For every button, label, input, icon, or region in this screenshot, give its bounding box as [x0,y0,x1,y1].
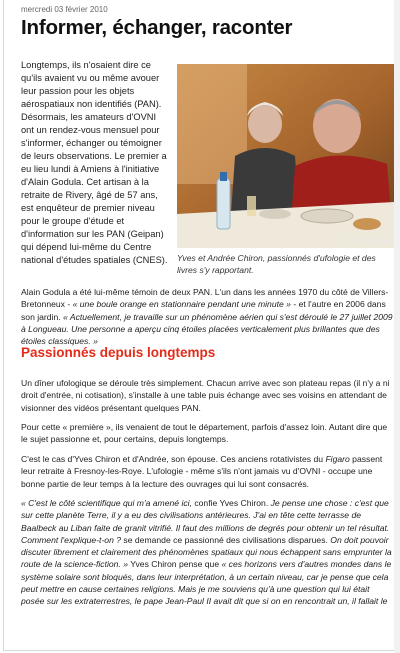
paragraph-1-quote-2: « Actuellement, je travaille sur un phénomène aérien qui s'est déroulé le 27 juillet 2009 à Longueau. Une personne a aperçu cinq étoiles placées verticalement plus brillantes que des étoiles classiques. » [21,311,393,347]
article-page [3,0,398,651]
paragraph-5-text-a: confie Yves Chiron. [191,498,271,508]
article-headline: Informer, échanger, raconter [21,16,293,39]
article-photo [177,64,394,248]
section-subhead: Passionnés depuis longtemps [21,345,216,360]
newspaper-name: Figaro [325,454,350,464]
paragraph-4-text-a: C'est le cas d'Yves Chiron et d'Andrée, son épouse. Ces anciens rotativistes du [21,454,326,464]
article-date: mercredi 03 février 2010 [21,5,108,14]
paragraph-3: Pour cette « première », ils venaient de tout le département, parfois d'assez loin. Autant dire que le sujet passionne et, pour certains, depuis longtemps. [21,422,388,445]
paragraph-5-text-b: se demande ce passionné des civilisations disparues. [121,534,331,545]
paragraph-1-quote-1: « une boule orange en stationnaire pendant une minute » [72,299,291,310]
photo-caption: Yves et Andrée Chiron, passionnés d'ufologie et des livres s'y rapportant. [177,253,376,275]
paragraph-5-quote-3: On doit pouvoir discuter librement et clairement des phénomènes spatiaux qui nous échappent sans emprunter la route de la science-fiction. » [21,534,392,570]
paragraph-5-quote-1: « C'est le côté scientifique qui m'a amené ici, [21,498,192,508]
paragraph-1-text-a: Alain Godula a été lui-même témoin de deux PAN. L'un dans les années 1970 du côté de Villers-Bretonneux - [21,287,389,310]
paragraph-4-text-b: passent leur retraite à Fresnoy-les-Roye. L'ufologie - même s'ils n'ont jamais vu d'OVNI - occupe une bonne partie de leur temps à la lecture des ouvrages qui lui sont consacrés. [21,454,383,489]
paragraph-5-quote-4: « ces horizons vers d'autres mondes dans le système solaire sont bloqués, dans leur interprétation, à un certain niveau, car je pense que cela peut mettre en cause certaines religions. Mais je me souviens qu'à une question qui lui était posée sur les extraterrestres, le pape Jean-Paul II avait dit que si on en rencontrait un, il fallait le [21,559,392,607]
scrollbar[interactable] [394,0,400,653]
paragraph-1 [21,286,393,347]
photo-credit: Marion picard [347,238,390,245]
paragraph-5 [21,497,393,608]
photo-couple-at-table [177,64,394,248]
paragraph-5-quote-2: Je pense une chose : c'est que sur cette planète Terre, il y a eu des civilisations antérieures. J'ai en tête cette terrasse de Baalbeck au Liban faite de granit vitrifié. Il faut des millions de degrés pour obtenir un tel résultat. Comment l'explique-t-on ? [21,498,390,545]
paragraph-1-text-b: - et l'autre en 2006 dans son jardin. [21,299,386,322]
paragraph-2: Un dîner ufologique se déroule très simplement. Chacun arrive avec son plateau repas (il n'y a ni droit d'entrée, ni cotisation), s'installe à une table puis échange avec ses voisins en attendant de visionner des vidéos présentant quelques PAN. [21,378,390,413]
article-intro: Longtemps, ils n'osaient dire ce qu'ils avaient vu ou même avouer leur passion pour les objets aérospatiaux non identifiés (PAN). Désormais, les amateurs d'OVNI ont un rendez-vous mensuel pour s'informer, échanger ou témoigner de leurs observations. Le premier a eu lieu lundi à Amiens à l'initiative d'Alain Godula. Cet artisan à la retraite de Rivery, âgé de 57 ans, est enquêteur de premier niveau pour le groupe d'étude et d'information sur les PAN (Geipan) qui dépend lui-même du Centre national d'études spatiales (CNES). [21,60,168,265]
paragraph-5-text-c: Yves Chiron pense que [128,559,222,570]
paragraph-4 [21,453,393,490]
